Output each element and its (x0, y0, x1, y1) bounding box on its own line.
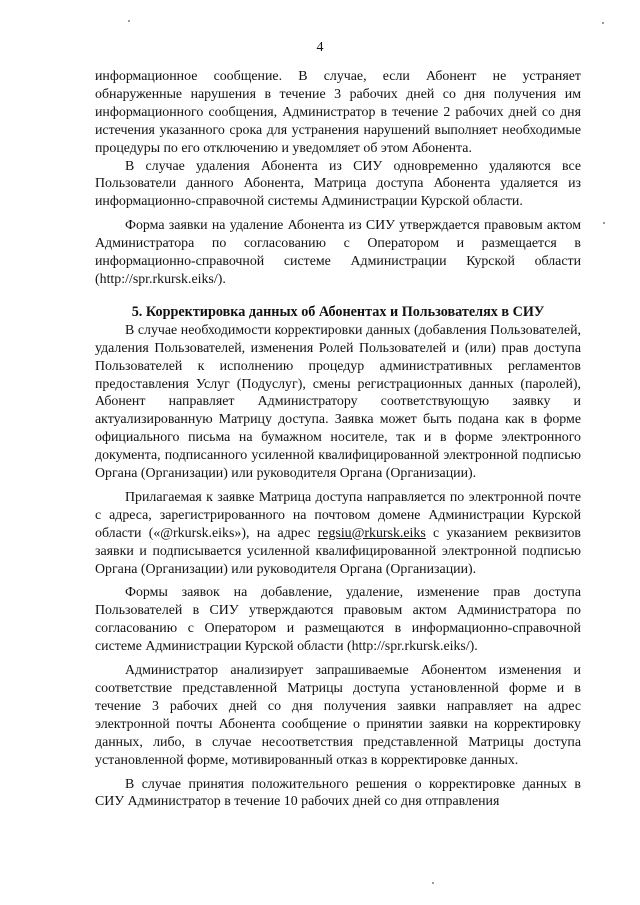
paragraph-5-text-end: с указанием реквизитов заявки и подписывается усиленной квалифицированной электронной подписью Органа (Организации) или руководителя Органа (Организации). (95, 525, 581, 577)
scan-speck (128, 20, 130, 22)
paragraph-4: В случае необходимости корректировки данных (добавления Пользователей, удаления Пользователей, изменения Ролей Пользователей и (или) прав доступа Пользователей к исполнению процедур административных регламентов предоставления Услуг (Подуслуг), смены регистрационных данных (паролей), Абонент направляет Администратору соответствующую заявку и актуализированную Матрицу доступа. Заявка может быть подана как в форме официального письма на бумажном носителе, так и в форме электронного документа, подписанного усиленной квалифицированной электронной подписью Органа (Организации) или руководителя Органа (Организации). (95, 322, 581, 482)
scan-speck (432, 882, 434, 884)
scan-speck (603, 222, 605, 224)
paragraph-8: В случае принятия положительного решения о корректировке данных в СИУ Администратор в течение 10 рабочих дней со дня отправления (95, 776, 581, 810)
email-link[interactable]: regsiu@rkursk.eiks (317, 525, 426, 541)
paragraph-6: Формы заявок на добавление, удаление, изменение прав доступа Пользователей в СИУ утверждаются правовым актом Администратора по согласованию с Оператором и размещаются в информационно-справочной системе Администрации Курской области (http://spr.rkursk.eiks/). (95, 585, 581, 655)
paragraph-7: Администратор анализирует запрашиваемые Абонентом изменения и соответствие представленной Матрицы доступа установленной форме и в течение 3 рабочих дней со дня получения заявки направляет на адрес электронной почты Абонента сообщение о принятии заявки на корректировку данных, либо, в случае несоответствия представленной Матрицы доступа установленной форме, мотивированный отказ в корректировке данных. (95, 663, 581, 768)
paragraph-2: В случае удаления Абонента из СИУ одновременно удаляются все Пользователи данного Абонента, Матрица доступа Абонента удаляется из информационно-справочной системы Администрации Курской области. (95, 158, 581, 210)
paragraph-5-text-start: Прилагаемая к заявке Матрица доступа направляется по электронной почте с адреса, зарегистрированного на почтовом домене Администрации Курской области («@rkursk.eiks»), на адрес (95, 489, 581, 541)
paragraph-3: Форма заявки на удаление Абонента из СИУ утверждается правовым актом Администратора по согласованию с Оператором и размещается в информационно-справочной системе Администрации Курской области (http://spr.rkursk.eiks/). (95, 218, 581, 287)
section-heading: 5. Корректировка данных об Абонентах и Пользователях в СИУ (131, 303, 545, 320)
scan-speck (602, 22, 604, 24)
paragraph-1: информационное сообщение. В случае, если Абонент не устраняет обнаруженные нарушения в течение 3 рабочих дней со дня получения им информационного сообщения, Администратор в течение 2 рабочих дней со дня истечения указанного срока для устранения нарушений выполняет необходимые процедуры по его отключению и уведомляет об этом Абонента. (95, 69, 581, 156)
document-body (95, 68, 581, 811)
page-number: 4 (316, 40, 324, 55)
paragraph-5 (95, 489, 581, 579)
